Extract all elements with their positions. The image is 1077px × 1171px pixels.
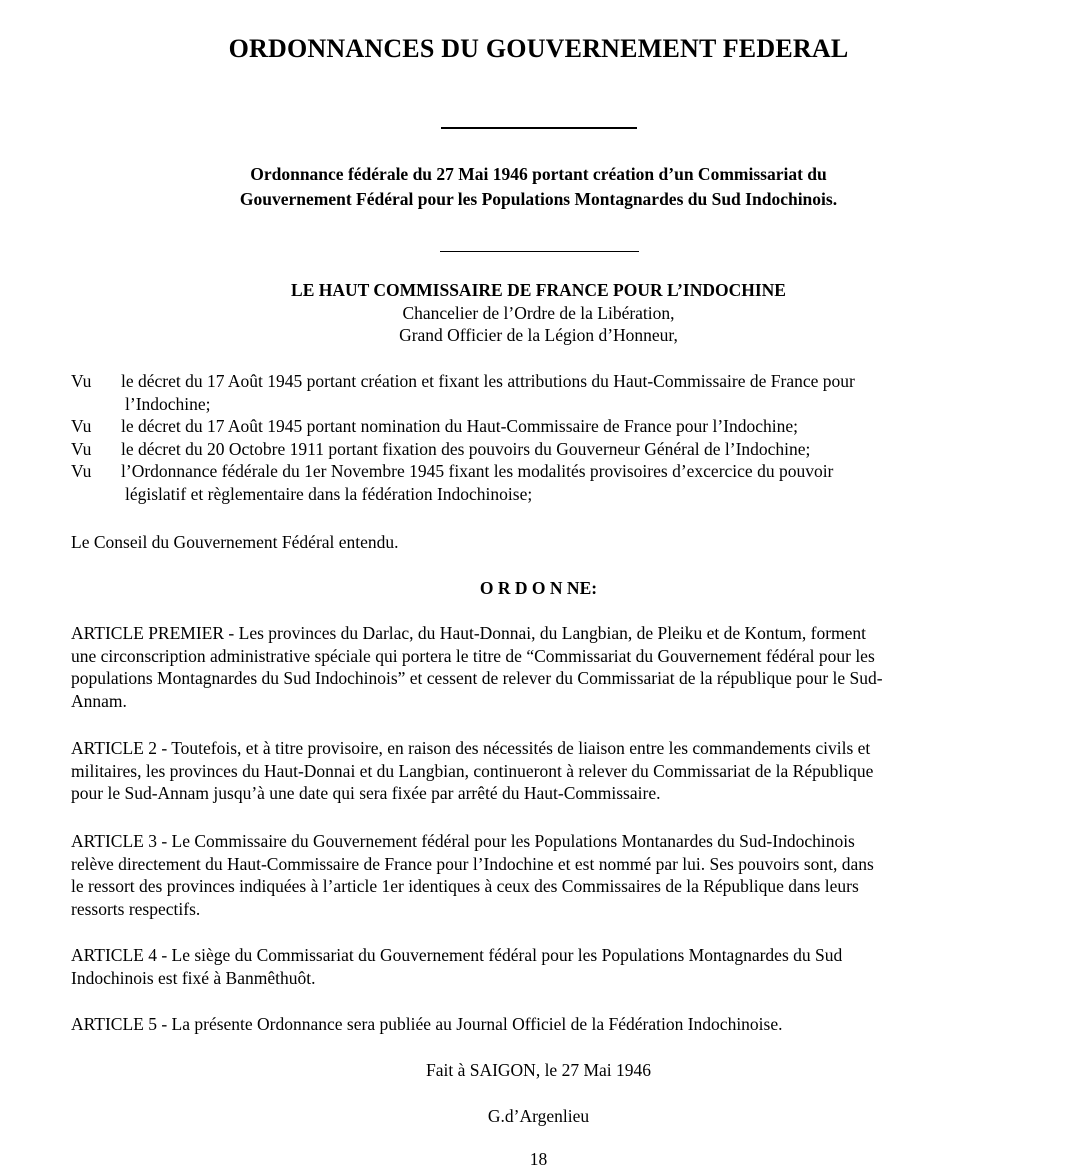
vu-text-continued: législatif et règlementaire dans la fédération Indochinoise; [125, 483, 533, 504]
document-title: ORDONNANCES DU GOUVERNEMENT FEDERAL [228, 34, 849, 63]
vu-text-continued: l’Indochine; [125, 393, 211, 414]
vu-text: le décret du 17 Août 1945 portant nomination du Haut-Commissaire de France pour l’Indochine; [121, 416, 798, 436]
article-line: le ressort des provinces indiquées à l’article 1er identiques à ceux des Commissaires de la République dans leurs [71, 876, 859, 896]
council-statement: Le Conseil du Gouvernement Fédéral entendu. [71, 532, 399, 552]
ordonne-heading: O R D O N NE: [479, 578, 598, 598]
article-line: Annam. [71, 690, 127, 711]
article-5 [71, 1013, 1011, 1036]
authority-title-line: Chancelier de l’Ordre de la Libération, [402, 302, 675, 323]
article-line: ARTICLE 5 - La présente Ordonnance sera publiée au Journal Officiel de la Fédération Indochinoise. [71, 1014, 783, 1034]
article-line: pour le Sud-Annam jusqu’à une date qui sera fixée par arrêté du Haut-Commissaire. [71, 783, 661, 803]
article-line: ARTICLE 2 - Toutefois, et à titre provisoire, en raison des nécessités de liaison entre les commandements civils et [71, 738, 871, 758]
vu-text: le décret du 17 Août 1945 portant création et fixant les attributions du Haut-Commissaire de France pour [121, 371, 855, 391]
article-line: une circonscription administrative spéciale qui portera le titre de “Commissariat du Gouvernement fédéral pour les [71, 645, 875, 666]
vu-word: Vu [71, 461, 92, 481]
article-line: militaires, les provinces du Haut-Donnai et du Langbian, continueront à relever du Commissariat de la République [71, 760, 874, 781]
article-premier [71, 622, 1011, 712]
vu-text: l’Ordonnance fédérale du 1er Novembre 1945 fixant les modalités provisoires d’excercice du pouvoir [121, 461, 834, 481]
article-line: populations Montagnardes du Sud Indochinois” et cessent de relever du Commissariat de la république pour le Sud- [71, 668, 883, 688]
signature: G.d’Argenlieu [487, 1106, 590, 1126]
article-line: ARTICLE PREMIER - Les provinces du Darlac, du Haut-Donnai, du Langbian, de Pleiku et de Kontum, forment [71, 623, 867, 643]
article-3 [71, 830, 1011, 920]
article-line: ARTICLE 4 - Le siège du Commissariat du Gouvernement fédéral pour les Populations Montagnardes du Sud [71, 945, 843, 965]
vu-text: le décret du 20 Octobre 1911 portant fixation des pouvoirs du Gouverneur Général de l’Indochine; [121, 438, 811, 459]
article-line: Indochinois est fixé à Banmêthuôt. [71, 967, 316, 988]
subtitle-divider [440, 251, 639, 252]
article-4 [71, 944, 1011, 989]
subtitle-line: Gouvernement Fédéral pour les Populations Montagnardes du Sud Indochinois. [239, 189, 838, 209]
subtitle-line: Ordonnance fédérale du 27 Mai 1946 portant création d’un Commissariat du [250, 164, 827, 184]
article-line: ARTICLE 3 - Le Commissaire du Gouvernement fédéral pour les Populations Montanardes du Sud-Indochinois [71, 831, 855, 851]
vu-item [71, 415, 1031, 438]
ordinance-subtitle [0, 162, 1077, 212]
authority-block [0, 279, 1077, 347]
vu-word: Vu [71, 416, 92, 436]
vu-list [71, 370, 1031, 505]
authority-title-line: Grand Officier de la Légion d’Honneur, [399, 325, 678, 345]
authority-heading: LE HAUT COMMISSAIRE DE FRANCE POUR L’INDOCHINE [291, 280, 786, 300]
vu-item [71, 438, 1031, 461]
vu-word: Vu [71, 438, 92, 459]
vu-item [71, 370, 1031, 415]
place-and-date: Fait à SAIGON, le 27 Mai 1946 [425, 1060, 652, 1080]
vu-item [71, 460, 1031, 505]
article-line: ressorts respectifs. [71, 898, 201, 919]
article-2 [71, 737, 1011, 805]
page-number: 18 [529, 1149, 548, 1169]
vu-word: Vu [71, 371, 92, 391]
article-line: relève directement du Haut-Commissaire de France pour l’Indochine et est nommé par lui. Ses pouvoirs sont, dans [71, 853, 874, 874]
title-divider [441, 127, 637, 129]
